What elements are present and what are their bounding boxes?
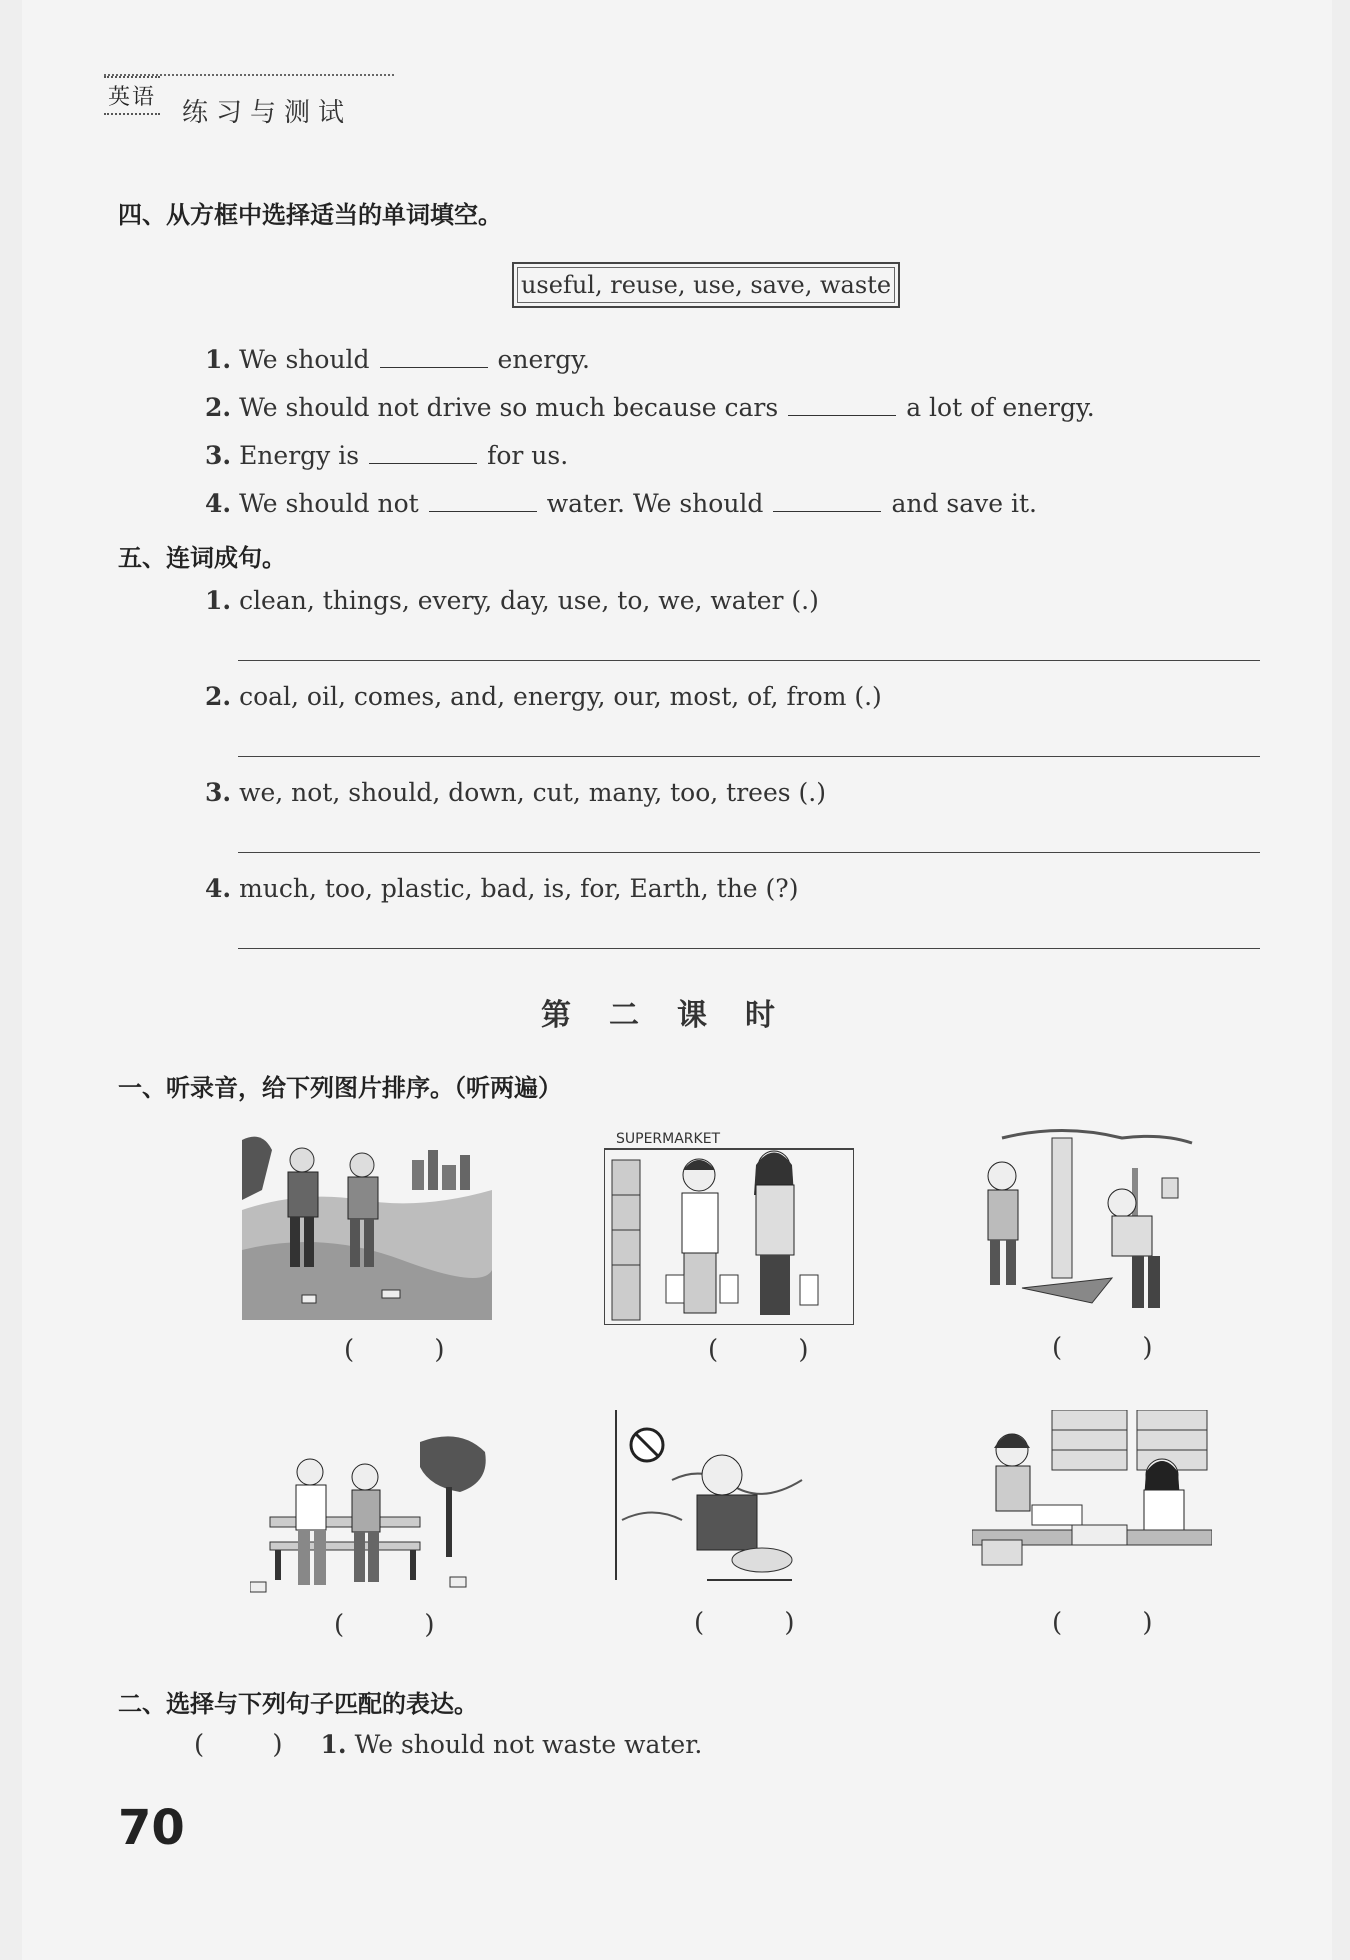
order-bracket-3[interactable]: ( )	[1052, 1333, 1189, 1363]
fill-item-3: 3. Energy is for us.	[205, 441, 569, 470]
header-title: 练习与测试	[182, 98, 353, 128]
supermarket-sign: SUPERMARKET	[616, 1131, 721, 1147]
supermarket-shoppers-illustration	[604, 1125, 854, 1325]
fill-blank[interactable]	[788, 393, 896, 416]
library-reading-illustration	[972, 1410, 1212, 1590]
tree-cutting-illustration	[962, 1128, 1212, 1328]
matching-item-1: ( ) 1. We should not waste water.	[194, 1730, 703, 1760]
answer-line[interactable]	[238, 660, 1260, 661]
listening-heading: 一、听录音，给下列图片排序。（听两遍）	[118, 1074, 562, 1102]
reorder-item-3: 3. we, not, should, down, cut, many, too, trees (.)	[205, 778, 826, 807]
order-bracket-4[interactable]: ( )	[334, 1610, 471, 1640]
fill-blank[interactable]	[369, 441, 477, 464]
fill-item-2: 2. We should not drive so much because cars a lot of energy.	[205, 393, 1095, 422]
park-bench-litter-illustration	[250, 1432, 490, 1602]
no-smoking-man-illustration	[612, 1410, 827, 1600]
fill-blank[interactable]	[773, 489, 881, 512]
answer-line[interactable]	[238, 852, 1260, 853]
fill-blank[interactable]	[380, 345, 488, 368]
order-bracket-1[interactable]: ( )	[344, 1335, 481, 1365]
answer-bracket[interactable]: ( )	[194, 1730, 313, 1760]
matching-heading: 二、选择与下列句子匹配的表达。	[118, 1690, 478, 1718]
order-bracket-5[interactable]: ( )	[694, 1608, 831, 1638]
workbook-page	[22, 0, 1332, 1960]
reorder-item-4: 4. much, too, plastic, bad, is, for, Earth, the (?)	[205, 874, 799, 903]
littered-park-illustration	[242, 1130, 492, 1320]
header-subject: 英语	[104, 76, 160, 115]
lesson-title: 第二课时	[541, 998, 813, 1033]
reorder-item-2: 2. coal, oil, comes, and, energy, our, most, of, from (.)	[205, 682, 882, 711]
fill-item-4: 4. We should not water. We should and save it.	[205, 489, 1037, 518]
answer-line[interactable]	[238, 756, 1260, 757]
section4-heading: 四、从方框中选择适当的单词填空。	[118, 201, 502, 229]
order-bracket-2[interactable]: ( )	[708, 1335, 845, 1365]
page-number: 70	[118, 1800, 185, 1856]
order-bracket-6[interactable]: ( )	[1052, 1608, 1189, 1638]
fill-item-1: 1. We should energy.	[205, 345, 590, 374]
word-box: useful, reuse, use, save, waste	[512, 262, 900, 308]
section5-heading: 五、连词成句。	[118, 544, 286, 572]
fill-blank[interactable]	[429, 489, 537, 512]
reorder-item-1: 1. clean, things, every, day, use, to, we, water (.)	[205, 586, 819, 615]
answer-line[interactable]	[238, 948, 1260, 949]
